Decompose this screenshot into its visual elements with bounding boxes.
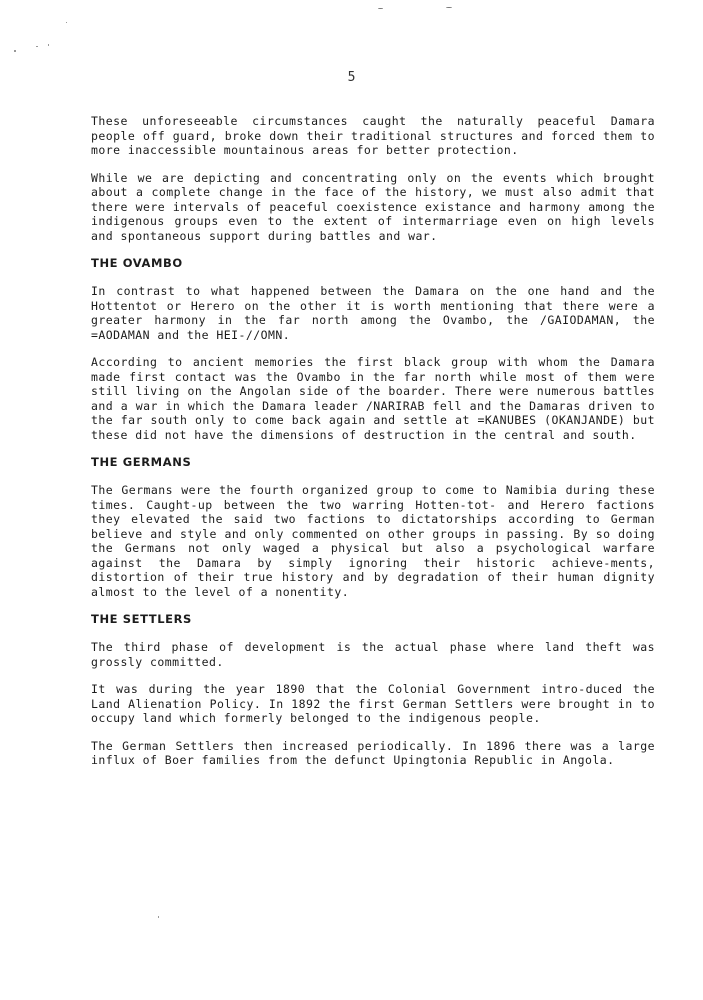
section-intro — [91, 114, 655, 243]
paragraph: The third phase of development is the actual phase where land theft was grossly committed. — [91, 640, 655, 669]
paragraph: While we are depicting and concentrating only on the events which brought about a complete change in the face of the history, we must also admit that there were intervals of peaceful coexistence existance and harmony among the indigenous groups even to the extent of intermarriage even on high levels and spontaneous support during battles and war. — [91, 170, 655, 243]
scan-speck — [158, 916, 159, 918]
document-body — [91, 114, 655, 781]
paragraph: According to ancient memories the first black group with whom the Damara made first contact was the Ovambo in the far north while most of them were still living on the Angolan side of the boarder. There were numerous battles and a war in which the Damara leader /NARIRAB fell and the Damaras driven to the far south only to come back again and settle at =KANUBES (OKANJANDE) but these did not have the dimensions of destruction in the central and south. — [91, 355, 655, 442]
section-settlers — [91, 612, 655, 768]
section-heading: THE GERMANS — [91, 455, 192, 469]
paragraph: In contrast to what happened between the Damara on the one hand and the Hottentot or Herero on the other it is worth mentioning that there were a greater harmony in the far north among the Ovambo, the /GAIODAMAN, the =AODAMAN and the HEI-//OMN. — [91, 284, 655, 342]
scan-speck — [14, 50, 16, 52]
section-ovambo — [91, 256, 655, 442]
scan-speck — [446, 7, 452, 8]
section-germans — [91, 455, 655, 599]
scan-speck — [378, 8, 383, 9]
paragraph: The Germans were the fourth organized group to come to Namibia during these times. Caught-up between the two warring Hotten-tot- and Herero factions they elevated the said two factions to dictatorships according to German believe and style and only commented on other groups in passing. By so doing the Germans not only waged a physical but also a psychological warfare against the Damara by simply ignoring their historic achieve-ments, distortion of their true history and by degradation of their human dignity almost to the level of a nonentity. — [91, 483, 655, 599]
scan-speck — [48, 44, 49, 46]
scan-speck — [36, 46, 38, 47]
page-number: 5 — [347, 70, 356, 85]
paragraph: The German Settlers then increased periodically. In 1896 there was a large influx of Boer families from the defunct Upingtonia Republic in Angola. — [91, 738, 655, 767]
section-heading: THE SETTLERS — [91, 612, 192, 626]
section-heading: THE OVAMBO — [91, 256, 183, 270]
paragraph: It was during the year 1890 that the Colonial Government intro-duced the Land Alienation Policy. In 1892 the first German Settlers were brought in to occupy land which formerly belonged to the indigenous people. — [91, 682, 655, 725]
scan-speck — [66, 22, 67, 23]
paragraph: These unforeseeable circumstances caught the naturally peaceful Damara people off guard, broke down their traditional structures and forced them to more inaccessible mountainous areas for better protection. — [91, 114, 655, 157]
